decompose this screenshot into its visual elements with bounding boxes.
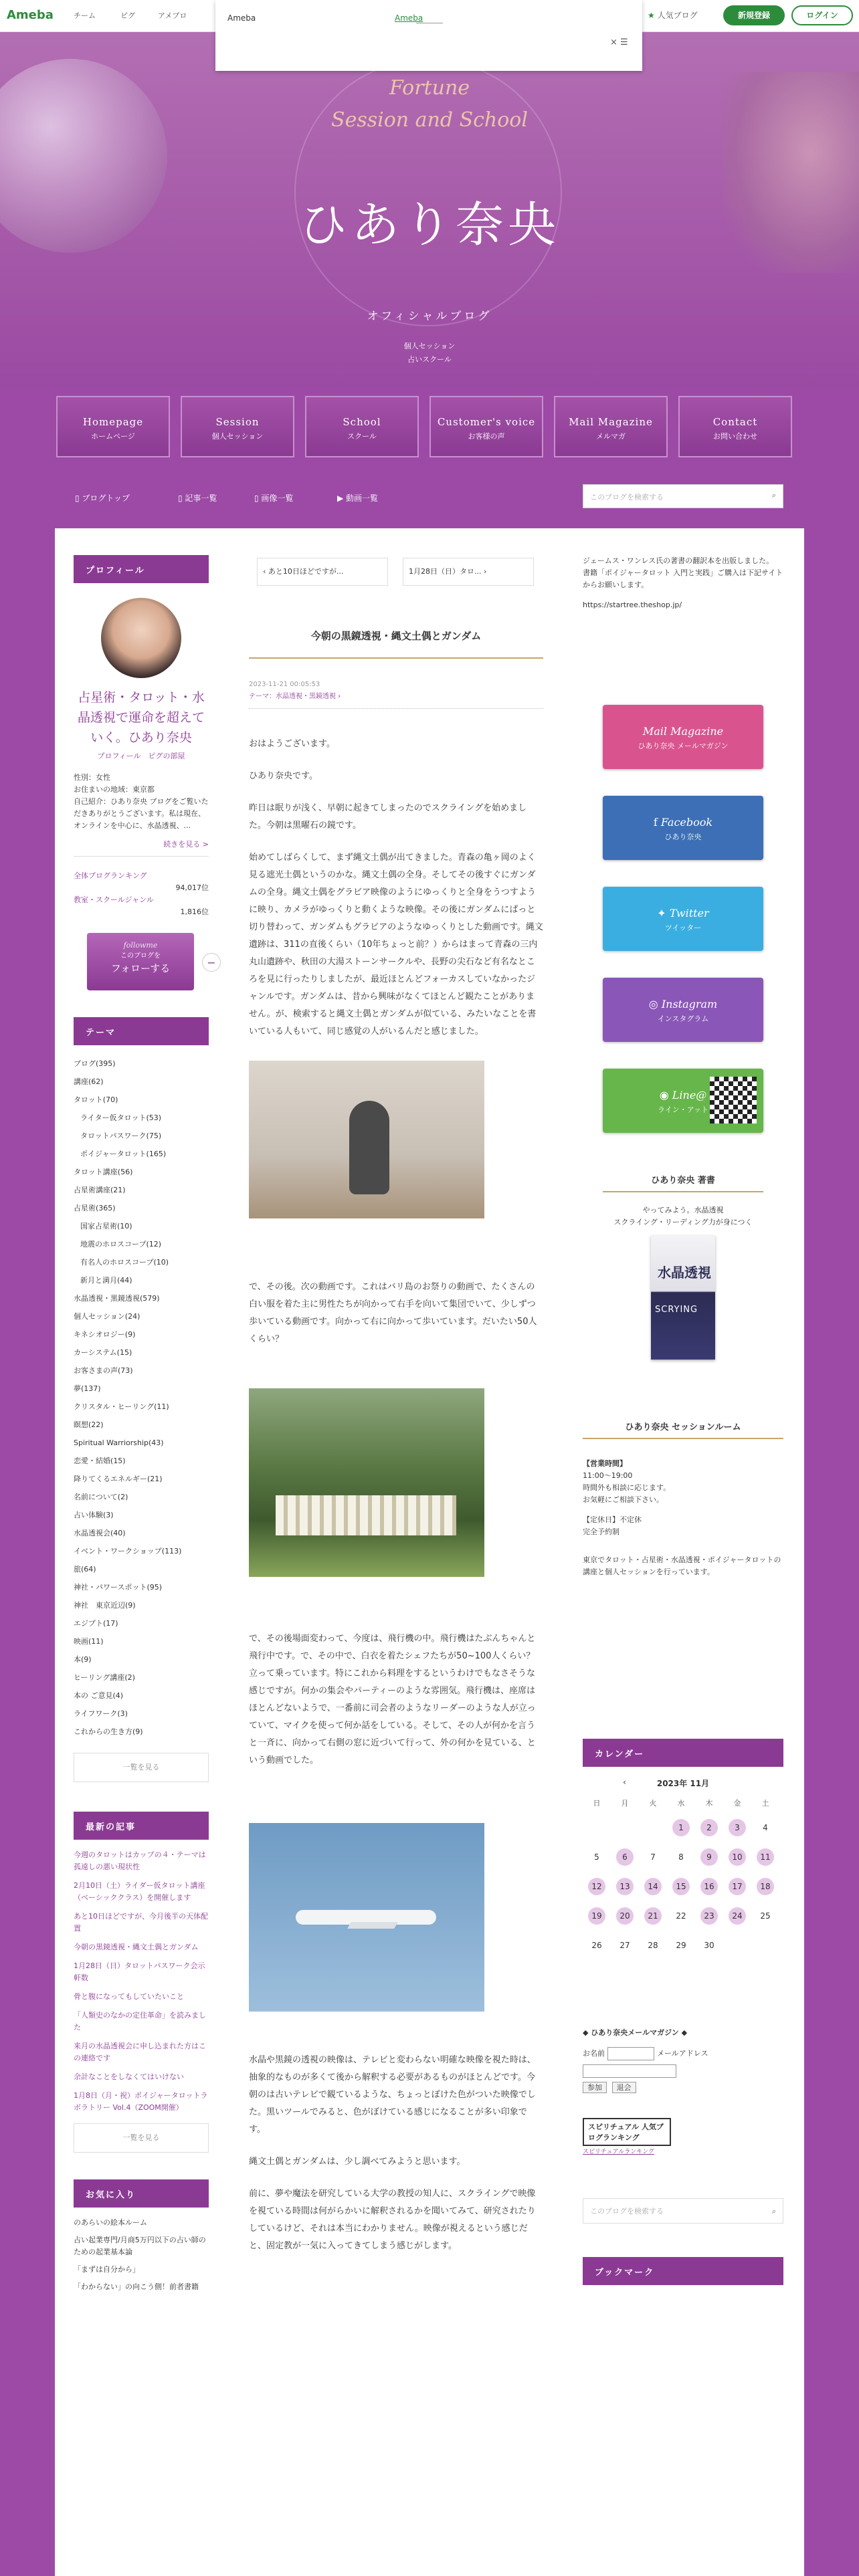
calendar-day-link[interactable]: 19 — [588, 1907, 605, 1925]
nav-team[interactable]: チーム — [74, 11, 96, 20]
theme-item[interactable]: ポイジャータロット(165) — [80, 1150, 167, 1158]
facebook-banner[interactable]: f Facebook ひあり奈央 — [603, 796, 763, 860]
dogu-figure — [349, 1101, 389, 1194]
nav-customers-voice[interactable]: Customer's voice お客様の声 — [430, 396, 543, 457]
calendar-day-link[interactable]: 1 — [672, 1819, 690, 1836]
nav-contact[interactable]: Contact お問い合わせ — [678, 396, 792, 457]
paragraph: 始めてしばらくして、まず縄文土偶が出てきました。青森の亀ヶ岡のよく見る遮光土偶というのかな。縄文土偶の全身。そしてその後すぐにガンダムの全身。縄文土偶をグラビア映像のようにゆっくりと全身をうつすように映り、カメラがゆっくりと動くような映像。その後にガンダムにぱっと切り替わって、ガンダムもグラビアのようなゆっくりとした動画です。縄文遺跡は、311の直後くらい（10年ちょっと前？）からはまって青森の三内丸山遺跡や、秋田の大湯ストーンサークルや、長野の尖石など有名なところを見に行ったりしましたが、最近ほとんどフォーカスしていなかったジャンルです。ガンダムは、昔から興味がなくてほとんど観たことがありません。が、検索すると縄文土偶とガンダムが似ている、みたいなことを書いている人もいて、同じ感覚の人がいるんだと感じました。 — [249, 853, 543, 1037]
calendar-day: 8 — [678, 1852, 684, 1862]
profile-info: 性別：女性 お住まいの地域：東京都 自己紹介：ひあり奈央 ブログをご覧いただきありがとうございます。私は現在、オンラインを中心に、水晶透視、... — [74, 773, 209, 830]
recent-item[interactable]: 「人類史のなかの定住革命」を読みました — [74, 2011, 206, 2032]
calendar-day-link[interactable]: 16 — [700, 1878, 718, 1895]
theme-more-button[interactable]: 一覧を見る — [74, 1753, 209, 1782]
book-caption: やってみよう。水晶透視 スクライング・リーディング力が身につく — [613, 1206, 753, 1226]
calendar-day-link[interactable]: 11 — [757, 1848, 774, 1866]
paragraph: 前に、夢や魔法を研究している大学の教授の知人に、スクライングで映像を視ている時間は何がらかいに解釈されるかを聞いてみて、研究されたりしているけど、それは本当にわかりません。映像が視えるという感じだと、固定教が一気に入ってきてしまう感じがします。 — [249, 2189, 536, 2251]
calendar-day: 22 — [676, 1911, 686, 1921]
theme-item[interactable]: 名前について(2) — [74, 1493, 128, 1501]
heading-ornament — [583, 1438, 783, 1439]
profile-link[interactable]: プロフィール — [97, 752, 141, 760]
calendar-day: 25 — [760, 1911, 771, 1921]
shop-link[interactable]: https://startree.theshop.jp/ — [583, 601, 682, 609]
dropdown-ameba-link[interactable]: Ameba — [395, 13, 423, 23]
join-button[interactable]: 参加 — [583, 2082, 607, 2093]
spiritual-ranking-link[interactable]: スピリチュアルランキング — [583, 2149, 654, 2155]
bookmark-heading: ブックマーク — [583, 2257, 783, 2285]
calendar-day: 7 — [650, 1852, 656, 1862]
calendar-day: 28 — [648, 1941, 658, 1950]
nav-ameblo[interactable]: アメブロ — [158, 11, 187, 20]
line-banner[interactable]: ◉ Line@ ライン・アット — [603, 1069, 763, 1133]
ranking-all-value: 94,017位 — [175, 883, 209, 892]
recent-item[interactable]: 1月8日（月・祝）ポイジャータロットラボラトリー Vol.4（ZOOM開催） — [74, 2091, 208, 2112]
procession-figures — [276, 1495, 456, 1535]
theme-item[interactable]: イベント・ワークショップ(113) — [74, 1547, 182, 1555]
blog-description: 個人セッション 占いスクール — [403, 342, 456, 364]
calendar-month: ‹ 2023年 11月 — [623, 1778, 710, 1788]
nav-pigg[interactable]: ピグ — [120, 11, 135, 20]
book-intro: ジェームス・ワンレス氏の著書の翻訳本を出版しました。 書籍「ポイジャータロット 入門と実践」ご購入は下記サイトからお願いします。 — [583, 556, 783, 589]
subnav-images[interactable]: ▯ 画像一覧 — [254, 494, 294, 503]
hero-script-text: Fortune Session and School — [331, 76, 528, 132]
calendar-day-link[interactable]: 21 — [644, 1907, 662, 1925]
theme-item[interactable]: 夢(137) — [74, 1384, 101, 1393]
calendar-day-link[interactable]: 10 — [729, 1848, 746, 1866]
profile-heading: プロフィール — [74, 555, 209, 583]
follow-button[interactable]: followme このブログを フォローする − — [87, 933, 194, 990]
title-ornament — [249, 651, 543, 659]
ranking-genre-label[interactable]: 教室・スクールジャンル — [74, 895, 155, 904]
blog-subtitle: オフィシャルブログ — [367, 310, 492, 323]
calendar-day: 4 — [763, 1823, 768, 1832]
recent-item[interactable]: 今朝の黒鏡透視・縄文土偶とガンダム — [74, 1943, 199, 1951]
favorite-item[interactable]: 「まずは自分から」 — [74, 2265, 140, 2274]
ameba-dropdown-panel — [215, 0, 642, 71]
mail-buttons — [583, 2082, 783, 2094]
theme-item[interactable]: 新月と満月(44) — [80, 1276, 132, 1285]
calendar-day-link[interactable]: 6 — [616, 1848, 634, 1866]
line-icon: ◉ — [659, 1089, 672, 1101]
theme-item[interactable]: ライター仮タロット(53) — [80, 1113, 162, 1122]
facebook-icon: f — [653, 816, 661, 829]
article-theme: テーマ：水晶透視・黒鏡透視 › — [249, 693, 341, 700]
recent-item[interactable]: 骨と腹になってもしていたいこと — [74, 1992, 184, 2001]
chevron-left-icon: ‹ — [263, 567, 268, 576]
book-cover-image[interactable] — [651, 1235, 715, 1360]
book-cover-subtitle: SCRYING — [655, 1305, 698, 1315]
dropdown-title: Ameba — [227, 13, 256, 23]
calendar-day-link[interactable]: 14 — [644, 1878, 662, 1895]
qr-code — [710, 1077, 757, 1123]
blog-header-image — [0, 32, 859, 388]
calendar-day-link[interactable]: 17 — [729, 1878, 746, 1895]
instagram-banner[interactable]: ◎ Instagram インスタグラム — [603, 978, 763, 1042]
theme-item[interactable]: エジプト(17) — [74, 1619, 118, 1628]
avatar[interactable] — [101, 598, 181, 678]
theme-item[interactable]: 占い体験(3) — [74, 1511, 114, 1519]
video-icon: ▶ — [337, 494, 347, 503]
theme-item[interactable]: 旅(64) — [74, 1565, 96, 1574]
article-date: 2023-11-21 00:05:53 — [249, 681, 320, 688]
session-description: 東京でタロット・占星術・水晶透視・ポイジャータロットの講座と個人セッションを行っています。 — [583, 1555, 781, 1576]
recent-item[interactable]: 余計なことをしなくてはいけない — [74, 2072, 184, 2081]
theme-item[interactable]: 占星術(365) — [74, 1204, 116, 1212]
home-icon: ▯ — [75, 494, 82, 503]
recent-item[interactable]: あと10日ほどですが、今月後半の天体配置 — [74, 1912, 208, 1933]
right-sidebar — [583, 555, 783, 2285]
ranking-genre-value: 1,816位 — [180, 907, 209, 916]
recent-list — [74, 1849, 209, 2114]
mail-name-input[interactable] — [607, 2047, 654, 2060]
dogu-image[interactable] — [249, 1061, 484, 1218]
theme-item[interactable]: 個人セッション(24) — [74, 1312, 140, 1321]
instagram-icon: ◎ — [648, 998, 662, 1010]
mail-address-label: メールアドレス — [657, 2049, 708, 2058]
session-heading: ひあり奈央 セッションルーム — [625, 1422, 741, 1432]
blog-title[interactable]: ひあり奈央 — [298, 197, 560, 253]
theme-item[interactable]: 降りてくるエネルギー(21) — [74, 1475, 163, 1483]
theme-item[interactable]: クリスタル・ヒーリング(11) — [74, 1402, 169, 1411]
spiritual-ranking-badge[interactable]: スピリチュアル 人気ブログランキング — [583, 2118, 671, 2146]
mail-name-label: お名前 — [583, 2049, 605, 2058]
theme-item[interactable]: キネシオロジー(9) — [74, 1330, 136, 1339]
article-title[interactable]: 今朝の黒鏡透視・縄文土偶とガンダム — [310, 630, 482, 642]
theme-item[interactable]: ライフワーク(3) — [74, 1709, 128, 1718]
close-icon[interactable]: × ☰ — [610, 37, 628, 47]
mail-magazine-heading: ◆ ひあり奈央メールマガジン ◆ — [583, 2028, 688, 2037]
calendar-day: 5 — [594, 1852, 599, 1862]
mail-address-input[interactable] — [583, 2064, 676, 2078]
leave-button[interactable]: 退会 — [612, 2082, 636, 2093]
calendar-day-link[interactable]: 13 — [616, 1878, 634, 1895]
calendar-day: 27 — [619, 1941, 630, 1950]
theme-item[interactable]: 本の ご意見(4) — [74, 1691, 124, 1700]
theme-item[interactable]: 講座(62) — [74, 1077, 104, 1086]
nav-school[interactable]: School スクール — [305, 396, 419, 457]
recent-item[interactable]: 1月28日（日）タロットパスワーク会示軒数 — [74, 1961, 205, 1982]
ranking-all-label[interactable]: 全体ブログランキング — [74, 871, 147, 880]
theme-item[interactable]: 瞑想(22) — [74, 1420, 104, 1429]
popular-blog-link[interactable]: ★ 人気ブログ — [648, 11, 698, 20]
theme-item[interactable]: 神社 東京近辺(9) — [74, 1601, 136, 1610]
next-entry-link[interactable]: 1月28日（日）タロ... › — [403, 558, 534, 586]
chevron-right-icon: › — [481, 567, 487, 576]
calendar-day: 29 — [676, 1941, 686, 1950]
article-body — [249, 736, 543, 2255]
entry-pager — [249, 555, 543, 588]
theme-item[interactable]: 本(9) — [74, 1655, 92, 1664]
theme-item[interactable]: タロットパスワーク(75) — [80, 1132, 162, 1140]
nav-mail-magazine[interactable]: Mail Magazine メルマガ — [554, 396, 668, 457]
theme-list — [74, 1055, 209, 1741]
paragraph: で、その後。次の動画です。これはバリ島のお祭りの動画で、たくさんの白い服を着た主に男性たちが向かって右手を向いて集団でいて、少しずつ歩いている動画です。向かって右に向かって歩いています。だいたい50人くらい？ — [249, 1282, 537, 1344]
calendar-day-link[interactable]: 20 — [616, 1907, 634, 1925]
paragraph: 水晶や黒鏡の透視の映像は、テレビと変わらない明確な映像を視た時は、抽象的なものが多くて後から解釈する必要があるものがほとんどです。今朝のは古いテレビで観ているような、ちょっとぼけた色がついた映像でした。黒いツールでみると、色がぼけている感じになることが多い印象です。 — [249, 2055, 536, 2135]
sidebar-search-input[interactable]: このブログを検索する ⌕ — [583, 2198, 783, 2224]
book-heading: ひあり奈央 著書 — [651, 1176, 715, 1186]
calendar-day-link[interactable]: 18 — [757, 1878, 774, 1895]
paragraph: おはようございます。 — [249, 739, 335, 749]
theme-item[interactable]: 国家占星術(10) — [80, 1222, 132, 1230]
theme-item[interactable]: お客さまの声(73) — [74, 1366, 133, 1375]
mail-magazine-banner[interactable]: Mail Magazine ひあり奈央 メールマガジン — [603, 705, 763, 769]
calendar-day-link[interactable]: 12 — [588, 1878, 605, 1895]
theme-item[interactable]: 地震のホロスコープ(12) — [80, 1240, 162, 1249]
subnav-blog-top[interactable]: ▯ ブログトップ — [75, 494, 130, 503]
book-cover-title: 水晶透視 — [658, 1265, 711, 1281]
subnav-entries[interactable]: ▯ 記事一覧 — [178, 494, 217, 503]
theme-item[interactable]: ブログ(395) — [74, 1059, 116, 1068]
twitter-bird-icon: ✦ — [657, 907, 670, 920]
paragraph: で、その後場面変わって、今度は、飛行機の中。飛行機はたぶんちゃんと飛行中です。で、その中で、白衣を着たシェフたちが50~100人くらい？立って乗っています。特にこれから料理をするというわけでもなさそうな感じですが。何かの集会やパーティーのような雰囲気。飛行機は、座席はほとんどないようで、一番前に司会者のようなリーダーのような人が立っていて、マイクを使って何か話をしている。そして、その人が何かを言うと一斉に、向かって右側の窓に近づいて行って、外の何かを見ている、という動画でした。 — [249, 1634, 536, 1765]
theme-item[interactable]: 水晶透視・黒鏡透視(579) — [74, 1294, 160, 1303]
recent-item[interactable]: 今週のタロットはカップの４・テーマは孤遠しの悪い現状性 — [74, 1850, 206, 1871]
theme-item[interactable]: 占星術講座(21) — [74, 1186, 126, 1194]
favorites-list — [74, 2217, 209, 2293]
calendar-day: 30 — [704, 1941, 714, 1950]
favorite-item[interactable]: 占い起業専門/月商5万円以下の占い師のための起業基本論 — [74, 2236, 206, 2256]
theme-item[interactable]: 神社・パワースポット(95) — [74, 1583, 163, 1592]
crown-icon: ★ — [648, 11, 658, 20]
theme-item[interactable]: ヒーリング講座(2) — [74, 1673, 135, 1682]
mail-form-row — [583, 2047, 783, 2060]
theme-item[interactable]: これからの生き方(9) — [74, 1727, 143, 1736]
ranking-block — [74, 870, 209, 918]
theme-item[interactable]: 水晶透視会(40) — [74, 1529, 126, 1537]
calendar-day-link[interactable]: 23 — [700, 1907, 718, 1925]
airplane-wing — [347, 1922, 398, 1929]
image-icon: ▯ — [254, 494, 262, 503]
article-column — [249, 555, 543, 2270]
calendar-day-link[interactable]: 2 — [700, 1819, 718, 1836]
nav-homepage[interactable]: Homepage ホームページ — [56, 396, 170, 457]
subnav-videos[interactable]: ▶ 動画一覧 — [337, 494, 379, 503]
theme-heading: テーマ — [74, 1017, 209, 1045]
left-sidebar — [74, 555, 216, 2298]
favorite-item[interactable]: 「わからない」の向こう側！前者書籍 — [74, 2282, 199, 2291]
recent-more-button[interactable]: 一覧を見る — [74, 2123, 209, 2153]
banner-list — [603, 705, 783, 1133]
blog-search-input[interactable]: このブログを検索する ⌕ — [583, 484, 783, 508]
calendar-day: 26 — [591, 1941, 602, 1950]
list-icon: ▯ — [178, 494, 185, 503]
profile-more-link[interactable]: 続きを見る > — [74, 839, 209, 857]
recent-item[interactable]: 2月10日（土）ライダー仮タロット講座（ベーシッククラス）を開催します — [74, 1881, 205, 1902]
session-info: 【営業時間】 11:00〜19:00 時間外も相談に応じます。 お気軽にご相談下さい。 【定休日】不定休 完全予約制 — [583, 1459, 671, 1536]
search-icon[interactable]: ⌕ — [771, 491, 776, 500]
chevron-left-icon[interactable]: ‹ — [623, 1778, 626, 1787]
divider — [249, 708, 543, 709]
pigg-room-link[interactable]: ピグの部屋 — [148, 752, 185, 760]
minus-icon[interactable]: − — [202, 953, 221, 972]
paragraph: ひあり奈央です。 — [249, 771, 318, 781]
theme-item[interactable]: Spiritual Warriorship(43) — [74, 1438, 164, 1447]
favorites-heading: お気に入り — [74, 2179, 209, 2208]
paragraph: 縄文土偶とガンダムは、少し調べてみようと思います。 — [249, 2157, 466, 2167]
login-button[interactable]: ログイン — [791, 5, 853, 25]
ameba-logo[interactable]: Ameba — [7, 8, 54, 22]
calendar-day-link[interactable]: 9 — [700, 1848, 718, 1866]
calendar-heading: カレンダー — [583, 1739, 783, 1767]
theme-item[interactable]: 有名人のホロスコープ(10) — [80, 1258, 169, 1267]
airplane-image[interactable] — [249, 1823, 484, 2012]
theme-item[interactable]: 映画(11) — [74, 1637, 104, 1646]
theme-item[interactable]: 恋愛・結婚(15) — [74, 1457, 126, 1465]
calendar-day-link[interactable]: 24 — [729, 1907, 746, 1925]
signup-button[interactable]: 新規登録 — [723, 5, 785, 25]
theme-item[interactable]: タロット講座(56) — [74, 1168, 133, 1176]
theme-item[interactable]: カーシステム(15) — [74, 1348, 132, 1357]
nav-session[interactable]: Session 個人セッション — [181, 396, 294, 457]
twitter-banner[interactable]: ✦ Twitter ツイッター — [603, 887, 763, 951]
calendar-day-link[interactable]: 3 — [729, 1819, 746, 1836]
bali-festival-image[interactable] — [249, 1388, 484, 1577]
calendar-day-link[interactable]: 15 — [672, 1878, 690, 1895]
paragraph: 昨日は眠りが浅く、早朝に起きてしまったのでスクライングを始めました。今朝は黒曜石の鏡です。 — [249, 803, 527, 831]
favorite-item[interactable]: のあらいの絵本ルーム — [74, 2218, 147, 2227]
recent-item[interactable]: 来月の水晶透視会に申し込まれた方はこの連絡です — [74, 2042, 206, 2062]
prev-entry-link[interactable]: ‹ あと10日ほどですが... — [257, 558, 388, 586]
profile-tagline[interactable]: 占星術・タロット・水晶透視で運命を超えていく。ひあり奈央 — [77, 690, 205, 745]
recent-heading: 最新の記事 — [74, 1812, 209, 1840]
search-icon[interactable]: ⌕ — [771, 2207, 776, 2216]
calendar-table: 日 月 火 水 木 金 土 1 2 3 4 5 6 7 8 9 10 11 12 13 14 15 16 17 18 19 20 21 22 23 24 25 26 27 28 29 30 — [583, 1793, 779, 1960]
heading-ornament — [603, 1191, 763, 1192]
theme-item[interactable]: タロット(70) — [74, 1095, 118, 1104]
